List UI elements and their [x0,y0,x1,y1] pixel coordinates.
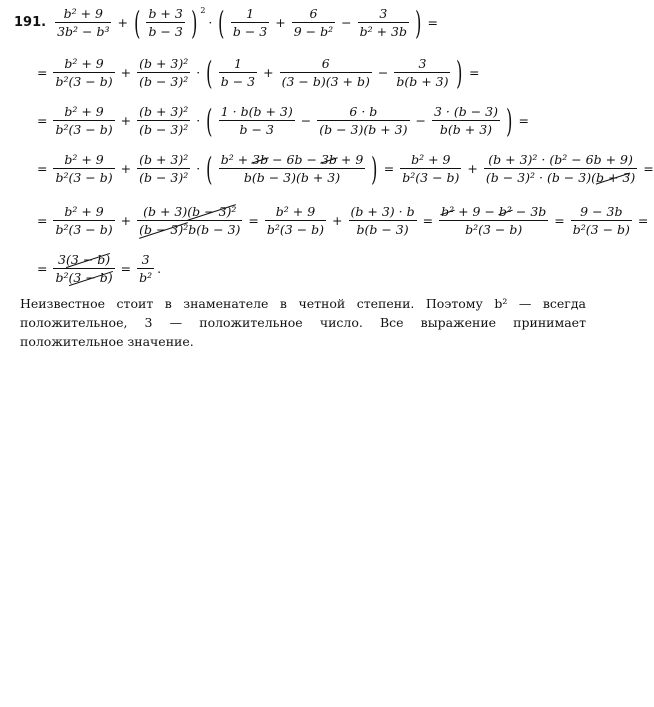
fraction: $\frac{\text{(b + 3)²}}{\text{(b − 3)²}}$ [139,104,189,137]
equation-line-3: = $\frac{\text{b² + 9}}{\text{b²(3 − b)}}$ + $\frac{\text{(b + 3)²}}{\text{(b − 3)²}}$ · ( $\frac{1 \cdot b(b + 3)}{b - 3}$ − $\frac{6 \cdot b}{(b - 3)(b + 3)}$ − $\frac{3 \cdot (b - 3)}{b(b + 3)}$ ) = [37,101,529,140]
equation-line-2: = $\frac{\text{b² + 9}}{\text{b²(3 − b)}}$ + $\frac{\text{(b + 3)²}}{\text{(b − 3)²}}$ · ( $\frac{1}{b - 3}$ + $\frac{6}{(3 - b)(3 + b)}$ − $\frac{3}{b(b + 3)}$ ) = [37,53,480,92]
fraction: $\frac{\text{b² + 9}}{\text{3b² − b³}}$ [57,6,110,39]
fraction: $\frac{3}{b(b + 3)}$ [396,56,449,89]
problem-number: 191. [14,15,47,30]
fraction: $\frac{\text{b² + 3b − 6b − 3b + 9}}{b(b - 3)(b + 3)}$ [220,152,364,185]
fraction: $\frac{\text{(b + 3)²}}{\text{(b − 3)²}}$ [139,56,189,89]
equation-line-6: = $\frac{3(3 - b)}{\text{b²(3 − b)}}$ = $\frac{3}{\text{b²}}$ . [37,252,162,285]
fraction: $\frac{(b + 3) \cdot b}{b(b - 3)}$ [350,204,415,237]
equation-line-1: 191. $\frac{\text{b² + 9}}{\text{3b² − b³}}$ + ( $\frac{b + 3}{b - 3}$ ) 2 · ( $\frac{1}{b - 3}$ + $\frac{6}{\text{9 − b²}}$ − $\frac{3}{\text{b² + 3b}}$ ) = [14,3,438,42]
fraction: $\frac{\text{b² + 9}}{\text{b²(3 − b)}}$ [55,152,113,185]
fraction: $\frac{1}{b - 3}$ [220,56,256,89]
fraction: $\frac{1 \cdot b(b + 3)}{b - 3}$ [220,104,293,137]
fraction: $\frac{\text{b² + 9 − b² − 3b}}{\text{b²(3 − b)}}$ [441,204,547,237]
fraction: $\frac{\text{(b + 3)(b − 3)²}}{\text{(b − 3)²b(b − 3)}}$ [139,204,241,237]
fraction: $\frac{3}{\text{b² + 3b}}$ [359,6,407,39]
equation-line-5: = $\frac{\text{b² + 9}}{\text{b²(3 − b)}}$ + $\frac{\text{(b + 3)(b − 3)²}}{\text{(b − 3)²b(b − 3)}}$ = $\frac{\text{b² + 9}}{\text{b²(3 − b)}}$ + $\frac{(b + 3) \cdot b}{b(b - 3)}$ = $\frac{\text{b² + 9 − b² − 3b}}{\text{b²(3 − b)}}$ = $\frac{9 - 3b}{\text{b²(3 − b)}}$ = [37,204,649,237]
fraction: $\frac{1}{b - 3}$ [232,6,268,39]
fraction: $\frac{\text{b² + 9}}{\text{b²(3 − b)}}$ [55,56,113,89]
fraction: $\frac{3 \cdot (b - 3)}{b(b + 3)}$ [433,104,498,137]
fraction: $\frac{\text{(b + 3)²}}{\text{(b − 3)²}}$ [139,152,189,185]
fraction: $\frac{b + 3}{b - 3}$ [148,6,183,39]
fraction: $\frac{\text{b² + 9}}{\text{b²(3 − b)}}$ [402,152,460,185]
fraction: $\frac{\text{b² + 9}}{\text{b²(3 − b)}}$ [266,204,325,237]
fraction: $\frac{\text{b² + 9}}{\text{b²(3 − b)}}$ [55,204,113,237]
fraction: $\frac{3}{\text{b²}}$ [139,252,153,285]
fraction: $\frac{6}{\text{9 − b²}}$ [293,6,334,39]
explanation-text: Неизвестное стоит в знаменателе в четной степени. Поэтому b² — всегда положительное, 3 — положительное число. Все выражение принимает положительное значение. [20,296,586,349]
fraction: $\frac{6}{(3 - b)(3 + b)}$ [281,56,370,89]
fraction: $\frac{9 - 3b}{\text{b²(3 − b)}}$ [572,204,630,237]
fraction: $\frac{\text{(b + 3)² · (b² − 6b + 9)}}{\text{(b − 3)² · (b − 3)(b + 3)}}$ [485,152,636,185]
fraction: $\frac{3(3 - b)}{\text{b²(3 − b)}}$ [55,252,113,285]
equation-line-4: = $\frac{\text{b² + 9}}{\text{b²(3 − b)}}$ + $\frac{\text{(b + 3)²}}{\text{(b − 3)²}}$ · ( $\frac{\text{b² + 3b − 6b − 3b + 9}}{b(b - 3)(b + 3)}$ ) = $\frac{\text{b² + 9}}{\text{b²(3 − b)}}$ + $\frac{\text{(b + 3)² · (b² − 6b + 9)}}{\text{(b − 3)² · (b − 3)(b + 3)}}$ = [37,149,654,188]
fraction: $\frac{\text{b² + 9}}{\text{b²(3 − b)}}$ [55,104,113,137]
fraction: $\frac{6 \cdot b}{(b - 3)(b + 3)}$ [319,104,408,137]
